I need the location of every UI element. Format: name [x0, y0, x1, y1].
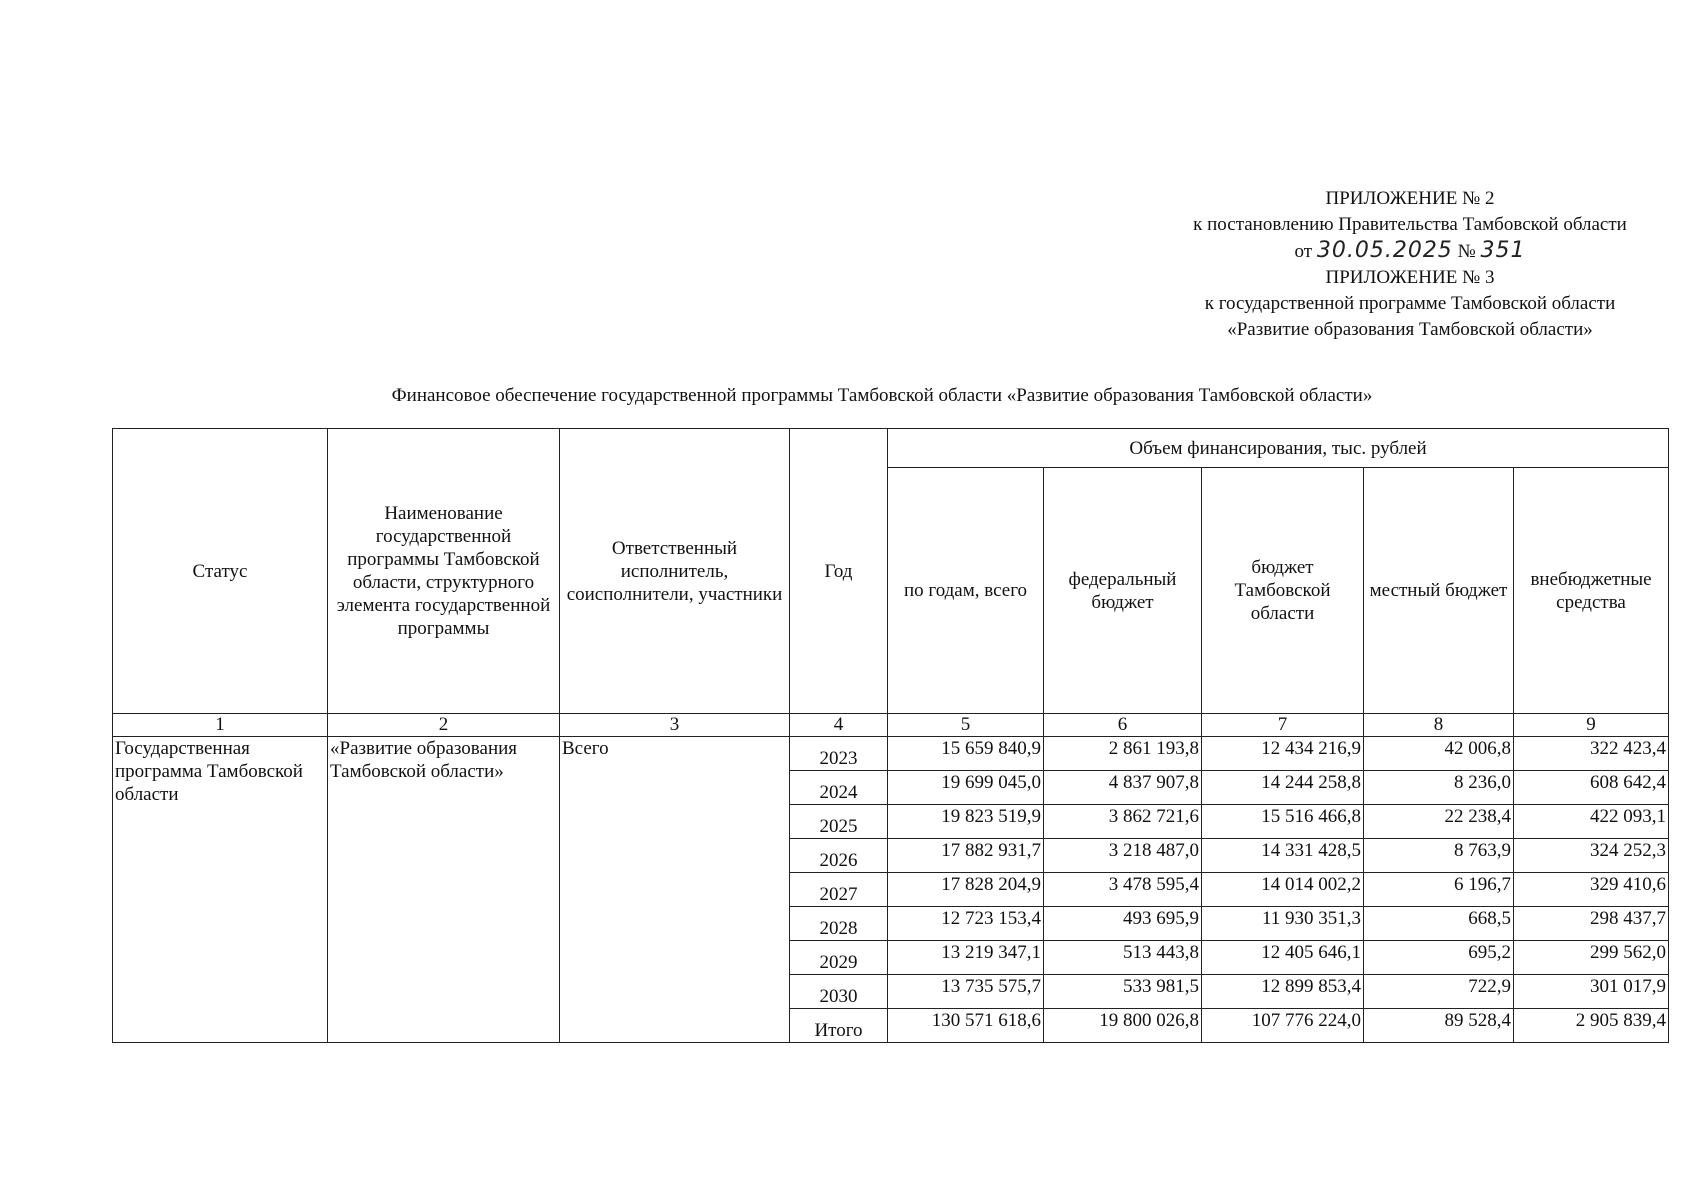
federal-cell: 3 862 721,6 — [1044, 805, 1202, 839]
local-cell: 22 238,4 — [1364, 805, 1514, 839]
local-cell: 89 528,4 — [1364, 1009, 1514, 1043]
federal-cell: 19 800 026,8 — [1044, 1009, 1202, 1043]
extrabudgetary-cell: 2 905 839,4 — [1514, 1009, 1669, 1043]
extrabudgetary-cell: 301 017,9 — [1514, 975, 1669, 1009]
local-cell: 6 196,7 — [1364, 873, 1514, 907]
column-number: 7 — [1202, 714, 1364, 737]
header-federal: федеральный бюджет — [1044, 468, 1202, 714]
appendix-2-ref: к постановлению Правительства Тамбовской области — [1193, 214, 1627, 235]
extrabudgetary-cell: 299 562,0 — [1514, 941, 1669, 975]
handwritten-number: 351 — [1480, 238, 1526, 263]
extrabudgetary-cell: 324 252,3 — [1514, 839, 1669, 873]
year-cell: 2030 — [790, 975, 888, 1009]
header-local: местный бюджет — [1364, 468, 1514, 714]
total-cell: 13 219 347,1 — [888, 941, 1044, 975]
header-status: Статус — [113, 429, 328, 714]
total-cell: 17 828 204,9 — [888, 873, 1044, 907]
total-cell: 19 823 519,9 — [888, 805, 1044, 839]
program-name-header: «Развитие образования Тамбовской области» — [1227, 319, 1593, 340]
number-label: № — [1457, 241, 1476, 262]
local-cell: 8 236,0 — [1364, 771, 1514, 805]
extrabudgetary-cell: 329 410,6 — [1514, 873, 1669, 907]
header-responsible: Ответственный исполнитель, соисполнители, участники — [560, 429, 790, 714]
handwritten-date: 30.05.2025 — [1316, 238, 1453, 263]
extrabudgetary-cell: 608 642,4 — [1514, 771, 1669, 805]
financing-table — [112, 428, 1669, 1043]
header-total: по годам, всего — [888, 468, 1044, 714]
appendix-3-ref: к государственной программе Тамбовской области — [1204, 293, 1616, 314]
resolution-date-line — [1150, 238, 1670, 265]
regional-cell: 11 930 351,3 — [1202, 907, 1364, 941]
federal-cell: 493 695,9 — [1044, 907, 1202, 941]
year-cell: 2023 — [790, 737, 888, 771]
year-cell-total: Итого — [790, 1009, 888, 1043]
header-regional: бюджет Тамбовской области — [1202, 468, 1364, 714]
regional-cell: 14 014 002,2 — [1202, 873, 1364, 907]
column-number: 9 — [1514, 714, 1669, 737]
total-cell: 15 659 840,9 — [888, 737, 1044, 771]
extrabudgetary-cell: 322 423,4 — [1514, 737, 1669, 771]
responsible-cell: Всего — [560, 737, 790, 1043]
year-cell: 2027 — [790, 873, 888, 907]
status-cell: Государственная программа Тамбовской области — [113, 737, 328, 1043]
program-name-cell: «Развитие образования Тамбовской области» — [328, 737, 560, 1043]
regional-cell: 12 434 216,9 — [1202, 737, 1364, 771]
local-cell: 722,9 — [1364, 975, 1514, 1009]
total-cell: 12 723 153,4 — [888, 907, 1044, 941]
regional-cell: 14 244 258,8 — [1202, 771, 1364, 805]
local-cell: 42 006,8 — [1364, 737, 1514, 771]
column-number: 4 — [790, 714, 888, 737]
federal-cell: 2 861 193,8 — [1044, 737, 1202, 771]
header-extrabudgetary: внебюджетные средства — [1514, 468, 1669, 714]
column-number: 2 — [328, 714, 560, 737]
total-cell: 17 882 931,7 — [888, 839, 1044, 873]
column-number: 5 — [888, 714, 1044, 737]
local-cell: 668,5 — [1364, 907, 1514, 941]
extrabudgetary-cell: 422 093,1 — [1514, 805, 1669, 839]
appendix-2-label: ПРИЛОЖЕНИЕ № 2 — [1325, 188, 1495, 209]
federal-cell: 3 478 595,4 — [1044, 873, 1202, 907]
appendix-header — [1150, 186, 1670, 343]
table-row — [113, 737, 1669, 771]
federal-cell: 4 837 907,8 — [1044, 771, 1202, 805]
year-cell: 2026 — [790, 839, 888, 873]
total-cell: 130 571 618,6 — [888, 1009, 1044, 1043]
header-program-name: Наименование государственной программы Тамбовской области, структурного элемента государственной программы — [328, 429, 560, 714]
local-cell: 8 763,9 — [1364, 839, 1514, 873]
year-cell: 2024 — [790, 771, 888, 805]
regional-cell: 12 899 853,4 — [1202, 975, 1364, 1009]
total-cell: 19 699 045,0 — [888, 771, 1044, 805]
date-prefix: от — [1294, 241, 1313, 262]
column-number: 6 — [1044, 714, 1202, 737]
federal-cell: 533 981,5 — [1044, 975, 1202, 1009]
year-cell: 2028 — [790, 907, 888, 941]
regional-cell: 15 516 466,8 — [1202, 805, 1364, 839]
total-cell: 13 735 575,7 — [888, 975, 1044, 1009]
document-title: Финансовое обеспечение государственной программы Тамбовской области «Развитие образования Тамбовской области» — [391, 385, 1373, 406]
federal-cell: 513 443,8 — [1044, 941, 1202, 975]
column-numbers-row — [113, 714, 1669, 737]
year-cell: 2029 — [790, 941, 888, 975]
header-funding-volume: Объем финансирования, тыс. рублей — [888, 429, 1669, 468]
regional-cell: 12 405 646,1 — [1202, 941, 1364, 975]
column-number: 1 — [113, 714, 328, 737]
year-cell: 2025 — [790, 805, 888, 839]
federal-cell: 3 218 487,0 — [1044, 839, 1202, 873]
extrabudgetary-cell: 298 437,7 — [1514, 907, 1669, 941]
column-number: 8 — [1364, 714, 1514, 737]
regional-cell: 14 331 428,5 — [1202, 839, 1364, 873]
regional-cell: 107 776 224,0 — [1202, 1009, 1364, 1043]
column-number: 3 — [560, 714, 790, 737]
local-cell: 695,2 — [1364, 941, 1514, 975]
header-year: Год — [790, 429, 888, 714]
appendix-3-label: ПРИЛОЖЕНИЕ № 3 — [1325, 267, 1495, 288]
